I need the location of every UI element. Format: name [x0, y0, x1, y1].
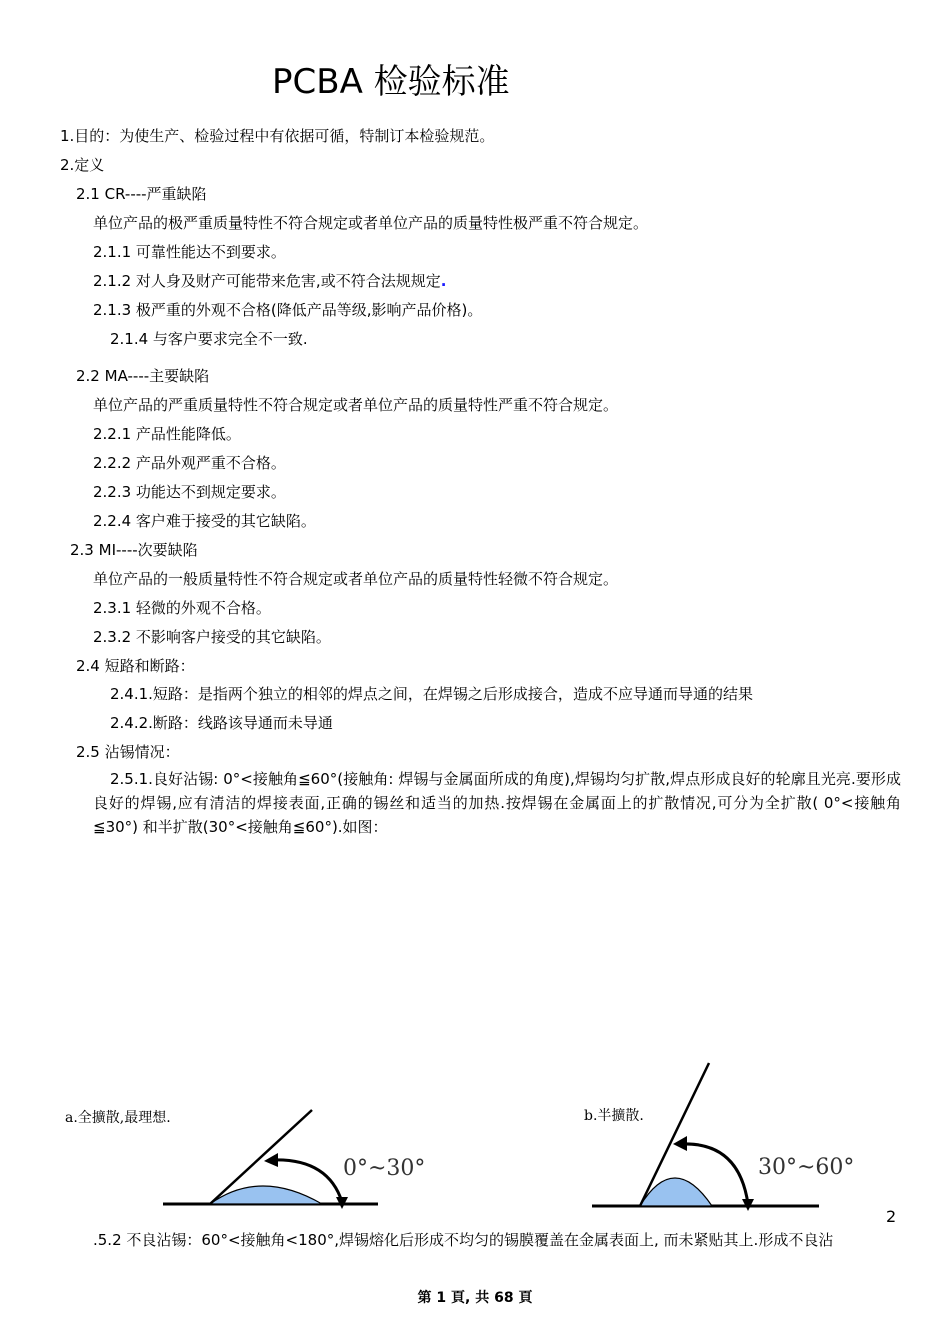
section-2-2-heading: 2.2 MA----主要缺陷: [76, 367, 210, 385]
page-title: PCBA 检验标准: [272, 62, 510, 102]
section-2-2-desc: 单位产品的严重质量特性不符合规定或者单位产品的质量特性严重不符合规定。: [93, 396, 619, 414]
arrow-head-icon: [264, 1153, 278, 1167]
item-2-2-3: 2.2.3 功能达不到规定要求。: [93, 483, 286, 501]
figure-half-spread: [584, 1058, 855, 1217]
item-2-2-4: 2.2.4 客户难于接受的其它缺陷。: [93, 512, 316, 530]
section-2-4-heading: 2.4 短路和断路：: [76, 657, 195, 675]
section-2-5-heading: 2.5 沾锡情况：: [76, 743, 180, 761]
item-2-4-2: 2.4.2.断路：线路该导通而未导通: [110, 714, 333, 732]
figure-a-angle: 0°~30°: [343, 1156, 426, 1181]
item-2-2-2: 2.2.2 产品外观严重不合格。: [93, 454, 286, 472]
figure-full-spread: [60, 1100, 426, 1214]
item-2-1-4: 2.1.4 与客户要求完全不一致.: [110, 330, 308, 348]
figure-a-label: a.全擴散,最理想.: [65, 1110, 171, 1126]
arrow-head-icon: [673, 1136, 687, 1151]
paragraph-2-5-1: 2.5.1.良好沾锡: 0°<接触角≦60°(接触角: 焊锡与金属面所成的角度),焊锡均匀扩散,焊点形成良好的轮廓且光亮.要形成良好的焊锡,应有清洁的焊接表面,正确的锡丝和适当的加热.按焊锡在金属面上的扩散情况,可分为全扩散( 0°<接触角≦30°) 和半扩散(30°<接触角≦60°).如图：: [93, 770, 901, 836]
figure-b-angle: 30°~60°: [758, 1155, 855, 1180]
item-2-1-3: 2.1.3 极严重的外观不合格(降低产品等级,影响产品价格)。: [93, 301, 483, 319]
purpose-line: 1.目的：为使生产、检验过程中有依据可循，特制订本检验规范。: [60, 127, 495, 145]
item-2-1-2: 2.1.2 对人身及财产可能带来危害,或不符合法规规定.: [93, 272, 447, 290]
page-footer: 第 1 頁, 共 68 頁: [417, 1290, 533, 1306]
section-2-1-heading: 2.1 CR----严重缺陷: [76, 185, 207, 203]
item-2-1-1: 2.1.1 可靠性能达不到要求。: [93, 243, 286, 261]
item-2-3-2: 2.3.2 不影响客户接受的其它缺陷。: [93, 628, 331, 646]
item-2-4-1: 2.4.1.短路：是指两个独立的相邻的焊点之间，在焊锡之后形成接合，造成不应导通而导通的结果: [110, 685, 753, 703]
section-2-3-desc: 单位产品的一般质量特性不符合规定或者单位产品的质量特性轻微不符合规定。: [93, 570, 619, 588]
section-2-3-heading: 2.3 MI----次要缺陷: [70, 541, 198, 559]
page-fragment-number: 2: [886, 1207, 897, 1226]
item-2-2-1: 2.2.1 产品性能降低。: [93, 425, 241, 443]
figure-b-label: b.半擴散.: [584, 1108, 644, 1124]
definition-heading: 2.定义: [60, 156, 105, 174]
item-2-3-1: 2.3.1 轻微的外观不合格。: [93, 599, 271, 617]
section-2-1-desc: 单位产品的极严重质量特性不符合规定或者单位产品的质量特性极严重不符合规定。: [93, 214, 649, 232]
paragraph-2-5-2: .5.2 不良沾锡：60°<接触角<180°,焊锡熔化后形成不均匀的锡膜覆盖在金属表面上, 而未紧贴其上.形成不良沾: [93, 1231, 834, 1249]
